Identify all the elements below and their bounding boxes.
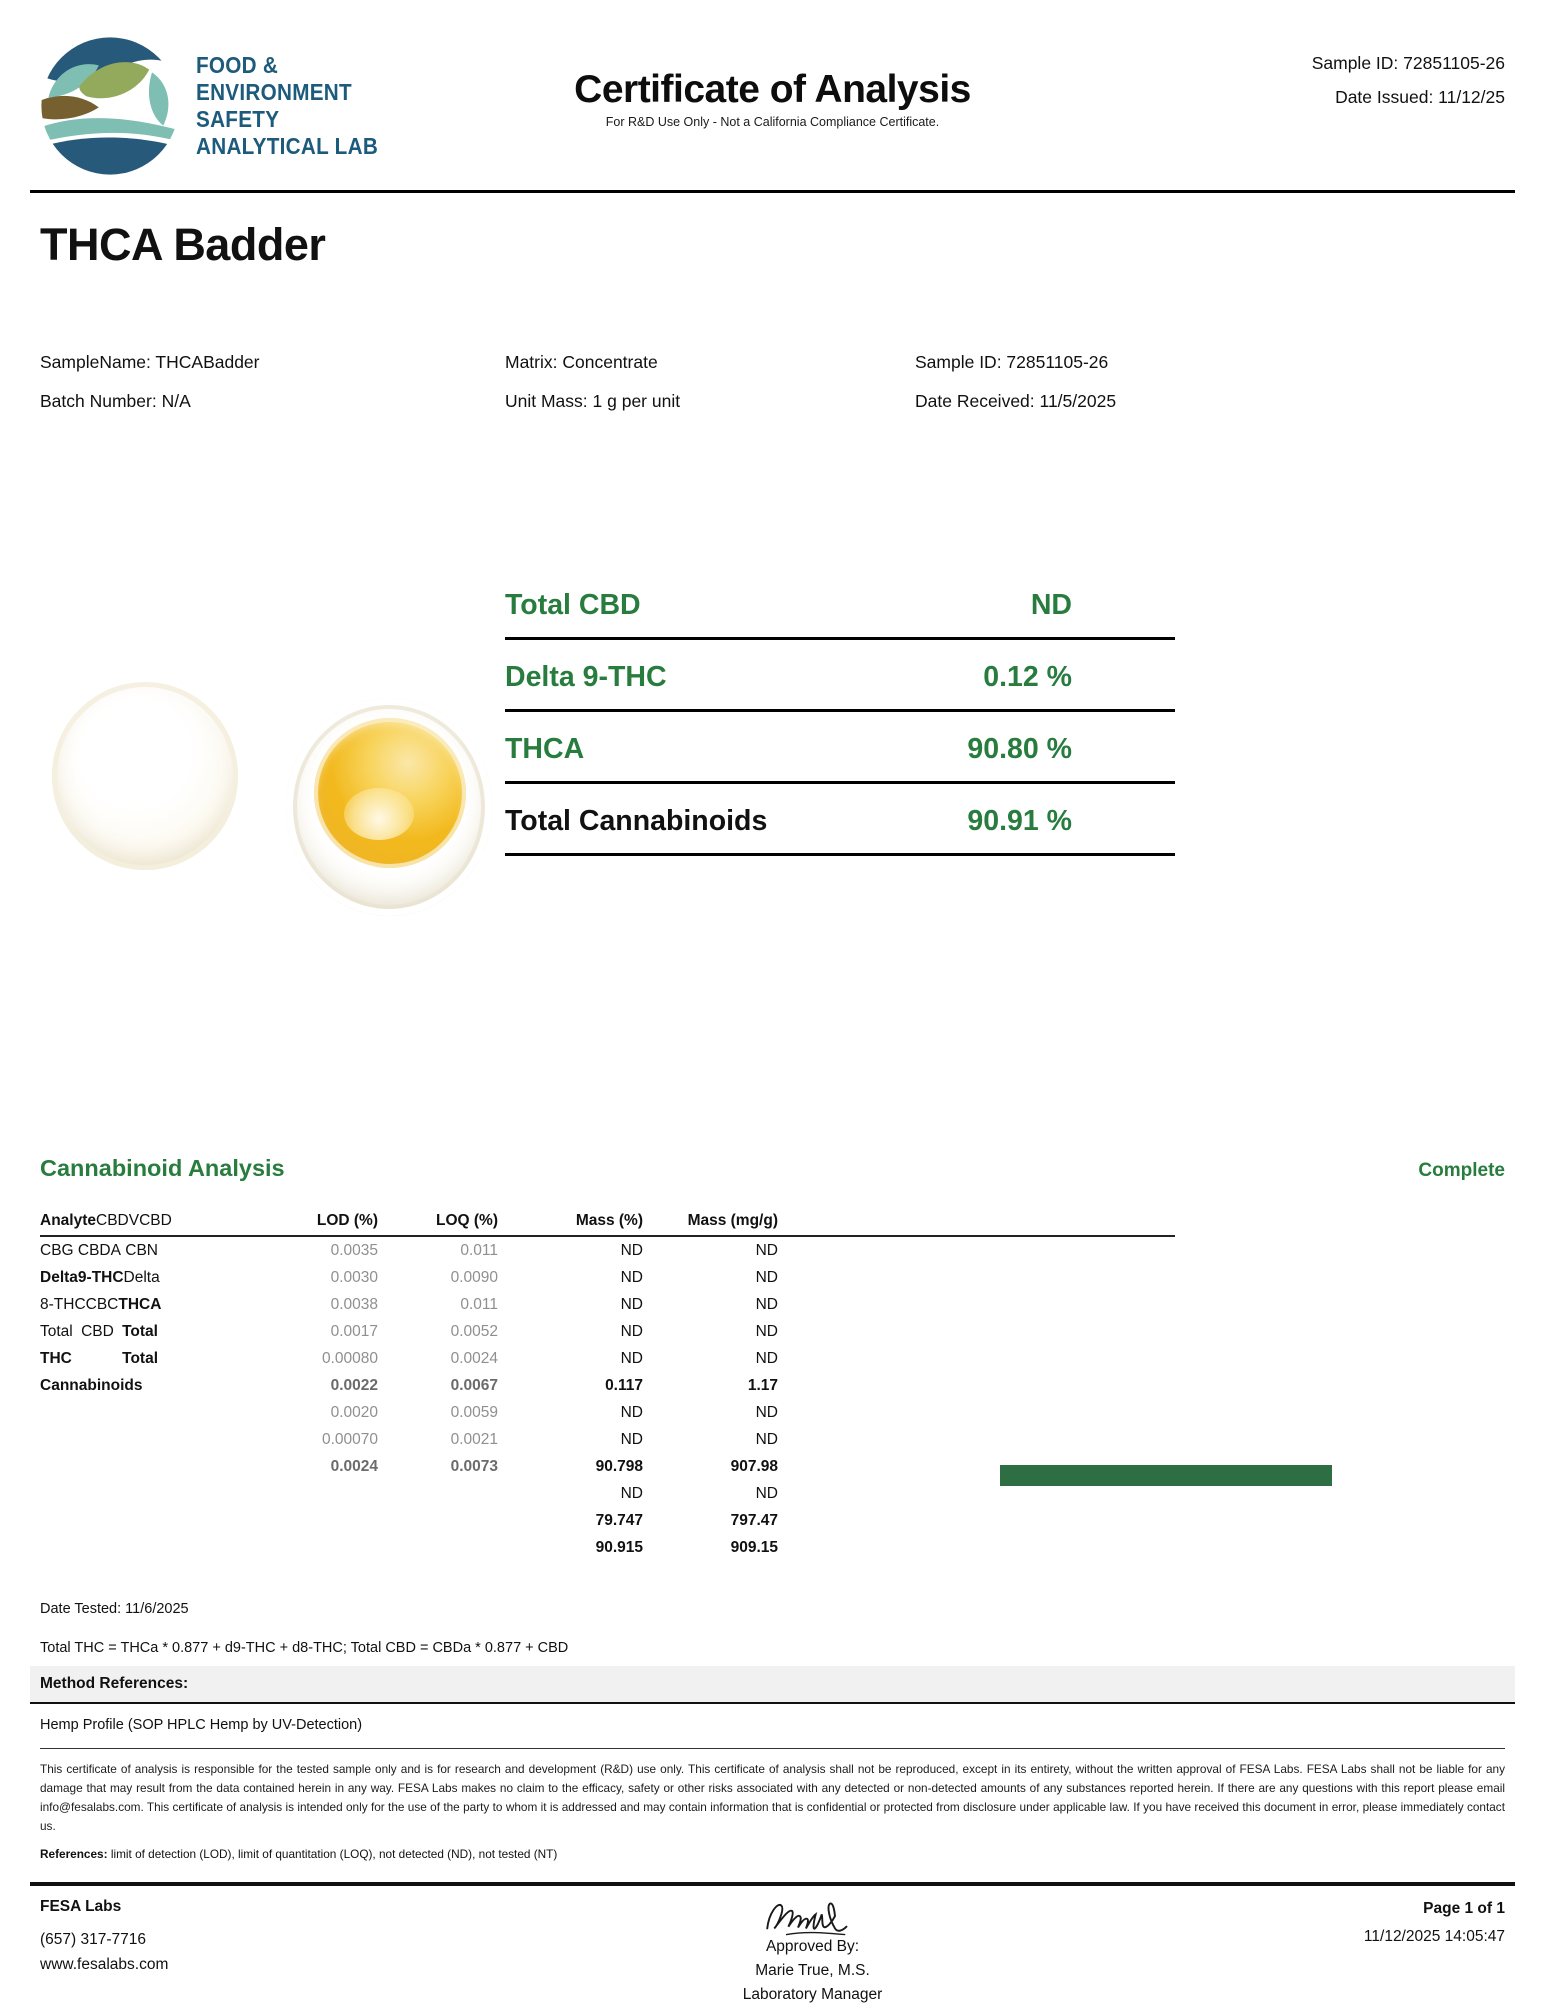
lab-logo	[40, 36, 398, 176]
sample-info-col3	[915, 343, 1505, 420]
cell-lod: 0.0038	[330, 1295, 378, 1313]
table-row	[40, 1534, 1175, 1561]
cell-lod: 0.0024	[330, 1457, 378, 1475]
cell-loq: 0.011	[460, 1295, 498, 1313]
cell-lod: 0.00070	[321, 1430, 378, 1448]
cell-analyte	[40, 1350, 158, 1368]
approval-block	[743, 1895, 883, 2007]
column-lod: LOD (%)	[316, 1211, 378, 1229]
analyte-word: CBD	[139, 1211, 172, 1229]
table-row	[40, 1264, 1175, 1291]
batch-number: Batch Number: N/A	[40, 390, 191, 411]
analysis-table-header	[40, 1206, 1175, 1237]
lab-name-line: FOOD &	[196, 51, 279, 78]
footer-phone: (657) 317-7716	[40, 1931, 146, 1949]
lab-name	[196, 52, 378, 161]
analyte-word: CBN	[125, 1241, 158, 1259]
coa-title: Certificate of Analysis	[574, 68, 971, 111]
cell-mass_pct: ND	[620, 1268, 643, 1286]
references-line	[40, 1847, 1505, 1861]
cell-lod: 0.0022	[330, 1376, 378, 1394]
cell-lod: 0.0017	[330, 1322, 378, 1340]
column-loq: LOQ (%)	[436, 1211, 498, 1229]
sample-info-col2	[505, 343, 915, 420]
summary-row	[505, 640, 1175, 712]
summary-label: THCA	[505, 733, 585, 765]
cell-loq: 0.0073	[450, 1457, 498, 1475]
cell-mass_pct: 90.798	[595, 1457, 643, 1475]
header-sample-meta	[1312, 36, 1505, 114]
analyte-word: Total	[122, 1349, 158, 1367]
method-references-value: Hemp Profile (SOP HPLC Hemp by UV-Detection)	[40, 1717, 363, 1733]
lab-name-line: SAFETY	[196, 106, 280, 132]
page-number: Page 1 of 1	[1423, 1900, 1505, 1918]
summary-section	[40, 520, 1505, 922]
cell-loq: 0.0052	[450, 1322, 498, 1340]
analyte-word: Delta	[40, 1268, 78, 1286]
summary-value: ND	[1030, 589, 1072, 621]
method-references-heading: Method References:	[30, 1666, 1515, 1704]
cell-mass_pct: ND	[620, 1430, 643, 1448]
analyte-word: CBDV	[96, 1211, 140, 1229]
footer-timestamp: 11/12/2025 14:05:47	[1363, 1927, 1505, 1945]
table-row	[40, 1399, 1175, 1426]
references-label: References:	[40, 1847, 108, 1862]
cell-mass_mg: ND	[755, 1484, 778, 1502]
cell-mass_pct: ND	[620, 1322, 643, 1340]
cell-loq: 0.0090	[450, 1268, 498, 1286]
cell-loq: 0.0067	[450, 1376, 498, 1394]
badder-image	[314, 718, 466, 868]
coa-subtitle: For R&D Use Only - Not a California Compliance Certificate.	[605, 115, 940, 129]
cell-mass_pct: 0.117	[605, 1376, 643, 1394]
analyte-word: CBG	[40, 1241, 74, 1259]
cell-lod: 0.00080	[321, 1349, 378, 1367]
lab-name-line: ENVIRONMENT	[196, 78, 352, 105]
header-sample-id: Sample ID: 72851105-26	[1311, 53, 1505, 73]
cell-mass_pct: ND	[620, 1403, 643, 1421]
header-date-issued: Date Issued: 11/12/25	[1335, 87, 1505, 108]
cell-mass_mg: ND	[755, 1268, 778, 1286]
summary-label: Total CBD	[505, 589, 641, 621]
table-row	[40, 1507, 1175, 1534]
analyte-word: CBD	[81, 1322, 114, 1340]
approved-by-label: Approved By:	[765, 1938, 860, 1956]
cell-mass_mg: ND	[755, 1403, 778, 1421]
references-text: limit of detection (LOD), limit of quantitation (LOQ), not detected (ND), not tested (NT)	[107, 1847, 558, 1862]
table-row	[40, 1291, 1175, 1318]
cell-mass_mg: 797.47	[730, 1511, 778, 1529]
cell-mass_mg: ND	[755, 1241, 778, 1259]
jar-image	[286, 698, 492, 916]
date-tested: Date Tested: 11/6/2025	[40, 1601, 189, 1617]
table-row	[40, 1237, 1175, 1264]
matrix: Matrix: Concentrate	[505, 352, 658, 372]
sample-name: SampleName: THCABadder	[40, 352, 260, 372]
analyte-word: THC	[40, 1349, 72, 1367]
unit-mass: Unit Mass: 1 g per unit	[505, 390, 681, 411]
footer-company: FESA Labs	[40, 1898, 122, 1916]
footer-divider	[30, 1882, 1515, 1886]
header	[40, 0, 1505, 184]
cell-analyte	[40, 1295, 162, 1314]
disclaimer-text: This certificate of analysis is responsible for the tested sample only and is for research and development (R&D) use only. This certificate of analysis shall not be reproduced, except in its entirety, without the written approval of FESA Labs. FESA Labs shall not be liable for any damage that may result from the data contained herein in any way. FESA Labs makes no claim to the efficacy, safety or other risks associated with any detected or non-detected amounts of any substances reported herein. If there are any questions with this report please email info@fesalabs.com. This certificate of analysis is intended only for the use of the party to whom it is addressed and may contain information that is confidential or protected from disclosure under applicable law. If you have received this document in error, please immediately contact us.	[40, 1748, 1505, 1836]
summary-row	[505, 712, 1175, 784]
thca-bar	[1000, 1465, 1332, 1486]
page-title: THCA Badder	[40, 219, 326, 270]
summary-value: 90.80 %	[967, 733, 1072, 765]
analysis-header	[40, 1155, 1505, 1182]
cell-mass_pct: ND	[620, 1484, 643, 1502]
analyte-word: 9-THC	[77, 1268, 124, 1286]
date-received: Date Received: 11/5/2025	[915, 390, 1117, 411]
cell-mass_pct: 79.747	[595, 1511, 643, 1529]
approver-title: Laboratory Manager	[742, 1986, 883, 2004]
footer-lab-info	[40, 1895, 703, 2007]
footer-page-info	[842, 1895, 1505, 2007]
lab-name-line: ANALYTICAL LAB	[196, 133, 379, 160]
cell-mass_pct: ND	[620, 1349, 643, 1367]
cell-mass_mg: 907.98	[730, 1457, 778, 1475]
footer	[40, 1895, 1505, 2007]
table-row	[40, 1345, 1175, 1372]
approver-name: Marie True, M.S.	[755, 1962, 870, 1980]
analyte-word: 8-THC	[40, 1295, 86, 1313]
cell-mass_mg: ND	[755, 1349, 778, 1367]
sample-info-col1	[40, 343, 505, 420]
summary-label: Total Cannabinoids	[505, 805, 768, 837]
table-row	[40, 1426, 1175, 1453]
summary-table	[505, 520, 1175, 922]
summary-label: Delta 9-THC	[505, 661, 667, 693]
cell-lod: 0.0035	[330, 1241, 378, 1259]
summary-row	[505, 568, 1175, 640]
cell-analyte	[40, 1323, 158, 1341]
status-badge: Complete	[1418, 1160, 1505, 1181]
cell-lod: 0.0020	[330, 1403, 378, 1421]
cell-analyte	[40, 1269, 158, 1287]
summary-value: 0.12 %	[983, 661, 1072, 693]
cell-mass_pct: ND	[620, 1295, 643, 1313]
cell-mass_mg: ND	[755, 1295, 778, 1313]
cell-analyte	[40, 1242, 158, 1260]
analysis-table-body	[40, 1237, 1175, 1561]
cell-mass_mg: 1.17	[747, 1376, 778, 1394]
badder-highlight	[344, 788, 414, 840]
summary-value: 90.91 %	[967, 805, 1072, 837]
cell-analyte	[40, 1377, 158, 1395]
cell-loq: 0.0021	[450, 1430, 498, 1448]
total-thc-formula: Total THC = THCa * 0.877 + d9-THC + d8-THC; Total CBD = CBDa * 0.877 + CBD	[40, 1640, 569, 1656]
footer-website: www.fesalabs.com	[40, 1956, 169, 1974]
analysis-table	[40, 1206, 1175, 1561]
column-mass-pct: Mass (%)	[575, 1211, 643, 1229]
cell-loq: 0.011	[460, 1241, 498, 1259]
analyte-word: Total	[40, 1322, 73, 1340]
cell-lod: 0.0030	[330, 1268, 378, 1286]
product-photo	[40, 520, 505, 922]
analyte-word: Analyte	[40, 1211, 96, 1229]
analyte-word: CBDA	[77, 1241, 121, 1259]
cell-loq: 0.0059	[450, 1403, 498, 1421]
sample-info	[40, 343, 1505, 420]
cell-mass_mg: 909.15	[730, 1538, 778, 1556]
analyte-word: CBC	[85, 1295, 119, 1313]
analyte-word: Total	[122, 1322, 158, 1340]
analyte-word: THCA	[118, 1295, 162, 1313]
signature-image	[753, 1895, 873, 1939]
cell-mass_pct: ND	[620, 1241, 643, 1259]
lab-logo-icon	[40, 36, 180, 176]
analyte-word: Cannabinoids	[40, 1376, 143, 1394]
cell-mass_pct: 90.915	[595, 1538, 643, 1556]
cell-mass_mg: ND	[755, 1430, 778, 1448]
summary-row	[505, 784, 1175, 856]
column-analyte	[40, 1211, 172, 1230]
column-mass-mg: Mass (mg/g)	[687, 1211, 778, 1229]
header-divider	[30, 190, 1515, 193]
cell-loq: 0.0024	[450, 1349, 498, 1367]
analysis-title: Cannabinoid Analysis	[40, 1155, 285, 1181]
table-row	[40, 1318, 1175, 1345]
jar-lid-image	[52, 682, 238, 870]
cell-mass_mg: ND	[755, 1322, 778, 1340]
table-row	[40, 1372, 1175, 1399]
analyte-word: Delta	[123, 1268, 160, 1286]
sample-id: Sample ID: 72851105-26	[915, 352, 1109, 372]
